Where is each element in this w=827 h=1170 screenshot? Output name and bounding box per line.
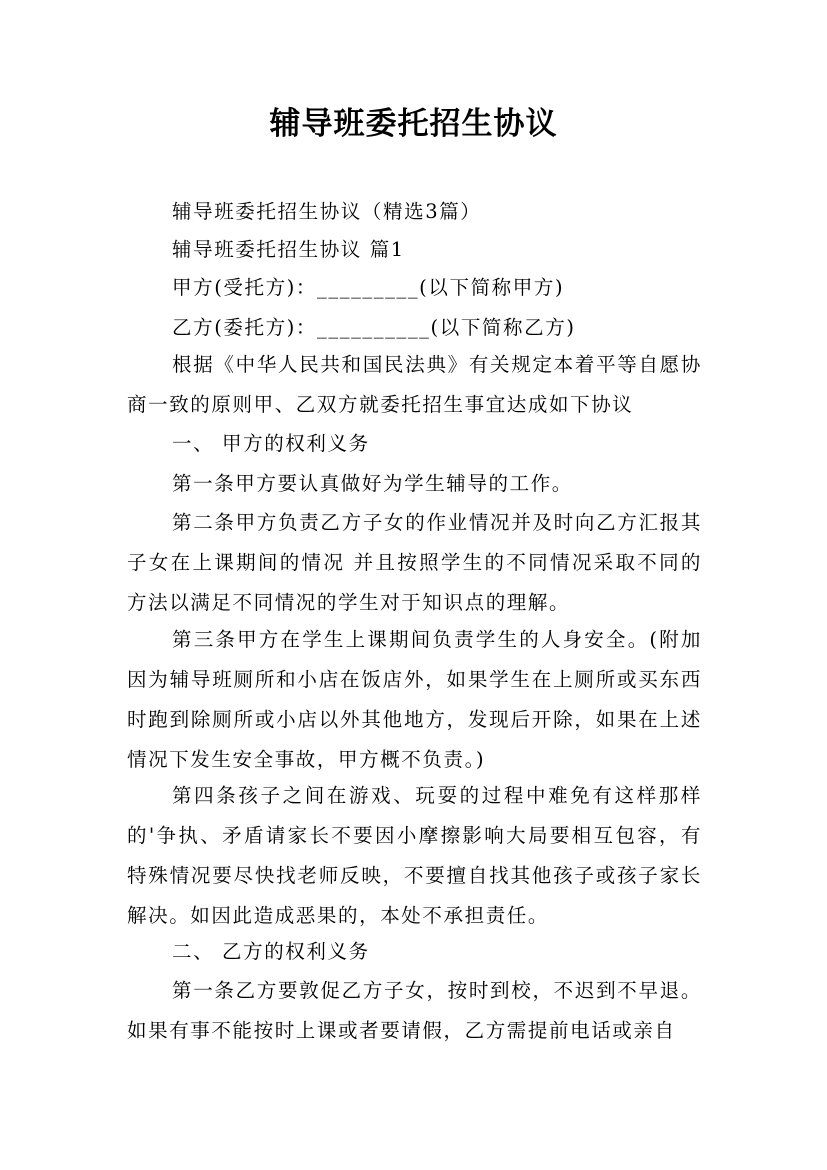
section-heading-party-a: 一、 甲方的权利义务: [172, 432, 370, 455]
paragraph-party-b: 乙方(委托方)：__________(以下简称乙方): [172, 316, 576, 339]
paragraph-preamble: 根据《中华人民共和国民法典》有关规定本着平等自愿协商一致的原则甲、乙双方就委托招生事宜达成如下协议: [127, 353, 702, 416]
section-heading-party-b: 二、 乙方的权利义务: [172, 940, 370, 963]
paragraph-a-article-3: 第三条甲方在学生上课期间负责学生的人身安全。(附加因为辅导班厕所和小店在饭店外，如果学生在上厕所或买东西时跑到除厕所或小店以外其他地方，发现后开除，如果在上述情况下发生安全事故，甲方概不负责。): [127, 628, 702, 771]
paragraph-b-article-1: 第一条乙方要敦促乙方子女，按时到校，不迟到不早退。如果有事不能按时上课或者要请假，乙方需提前电话或亲自: [127, 979, 702, 1042]
paragraph-party-a: 甲方(受托方)：_________(以下简称甲方): [172, 276, 565, 299]
paragraph-a-article-4: 第四条孩子之间在游戏、玩耍的过程中难免有这样那样的'争执、矛盾请家长不要因小摩擦影响大局要相互包容，有特殊情况要尽快找老师反映，不要擅自找其他孩子或孩子家长解决。如因此造成恶果的，本处不承担责任。: [127, 784, 702, 927]
paragraph-a-article-1: 第一条甲方要认真做好为学生辅导的工作。: [172, 472, 573, 495]
paragraph-part-heading: 辅导班委托招生协议 篇1: [172, 238, 405, 261]
paragraph-a-article-2: 第二条甲方负责乙方子女的作业情况并及时向乙方汇报其子女在上课期间的情况 并且按照学生的不同情况采取不同的方法以满足不同情况的学生对于知识点的理解。: [127, 511, 702, 614]
paragraph-subtitle: 辅导班委托招生协议（精选3篇）: [172, 200, 482, 223]
document-title: 辅导班委托招生协议: [269, 106, 558, 142]
